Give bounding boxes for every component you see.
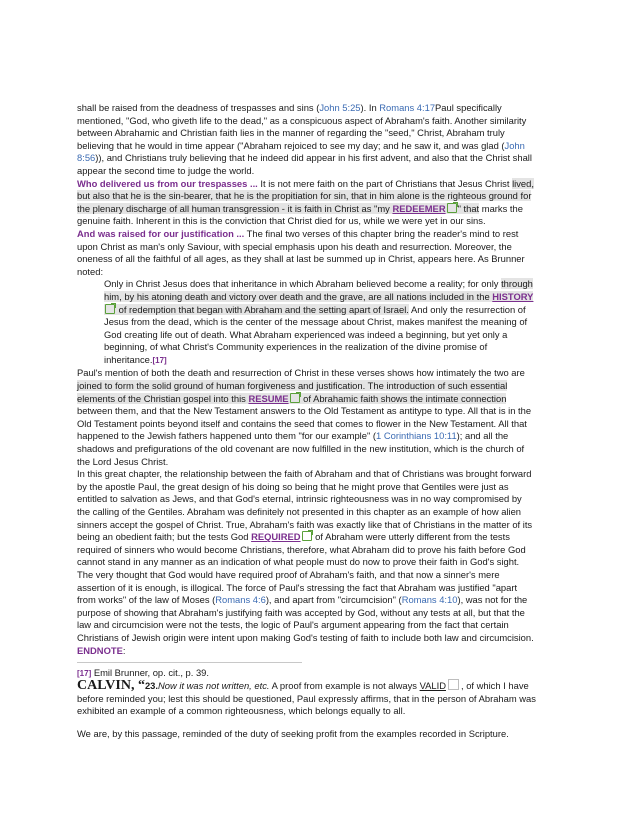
- highlighted-text: through him, by his atoning death and victory over death and the grave, are all nations included in the: [104, 278, 533, 302]
- keyword-link-required[interactable]: REQUIRED: [251, 531, 301, 543]
- external-link-icon[interactable]: [448, 679, 459, 690]
- highlighted-text: lived, but also that he is the sin-bearer, that he is the propitiation for sin, that in him alone is the righteous ground for the plenary discharge of all human transgression - it is faith in Christ as "my: [77, 177, 534, 214]
- section-heading: And was raised for our justification ...: [77, 227, 245, 239]
- text: ). In: [360, 102, 380, 113]
- highlighted-text: joined to form the solid ground of human forgiveness and justification. The introduction of such essential elements of the Christian gospel into this: [77, 380, 508, 404]
- text: ); and all the shadows and prefigurations of the old covenant are now fulfilled in the new institution, which is the church of the Lord Jesus Christ.: [77, 430, 525, 467]
- verse-quote: Now it was not written, etc.: [158, 680, 270, 691]
- calvin-paragraph-2: We are, by this passage, reminded of the duty of seeking profit from the examples recorded in Scripture.: [77, 727, 509, 739]
- scripture-link-romans-4-6[interactable]: Romans 4:6: [215, 594, 266, 606]
- text: )), and Christians truly believing that he indeed did appear in his first advent, and also that the Christ shall appear the second time to judge the world.: [77, 152, 532, 176]
- calvin-commentary: [77, 679, 547, 740]
- text: shall be raised from the deadness of trespasses and sins (: [77, 102, 320, 113]
- text: between them, and that the New Testament answers to the Old Testament as antitype to type. All that is in the Old Testament points beyond itself and contains the seed that comes to flower in the New Testament. All that happened to the Jewish fathers happened unto them "for our example" (: [77, 405, 532, 442]
- paragraph-raised: [77, 228, 537, 278]
- external-link-icon[interactable]: [446, 203, 458, 214]
- keyword-link-valid[interactable]: VALID: [419, 680, 446, 691]
- text: Paul specifically mentioned, "God, who giveth life to the dead," as a conspicuous aspect of Abraham's faith. Another similarity between Abrahamic and Christian faith lies in the manner of regarding the "seed," Christ, Abraham truly believing that he would in time appear ("Abraham rejoiced to see my day; and he saw it, and was glad (: [77, 102, 527, 151]
- text: marks the genuine faith. Inherent in this is the conviction that Christ died for us, while we were yet in our sins.: [77, 202, 523, 227]
- scripture-link-1-corinthians-10-11[interactable]: 1 Corinthians 10:11: [376, 430, 457, 442]
- brunner-quote: [104, 278, 537, 367]
- scripture-link-romans-4-17[interactable]: Romans 4:17: [379, 102, 436, 113]
- text: ), and apart from "circumcision" (: [265, 594, 402, 606]
- scripture-link-john-8-56[interactable]: John 8:56: [77, 139, 525, 164]
- text: of Abraham were utterly different from the tests required of sinners who would become Christians, therefore, what Abraham did to prove his faith before God cannot stand in any manner as an indication of what people must do now to prove their faith in God's sight. The very thought that God would have required proof of Abraham's faith, and that now a sinner's mere assertion of it is enough, is illogical. The force of Paul's stressing the fact that Abraham was justified "apart from works" of the law of Moses (: [77, 531, 526, 606]
- section-heading: Who delivered us from our trespasses ...: [77, 177, 258, 189]
- text: The final two verses of this chapter bring the reader's mind to rest upon Christ as man's only Saviour, with special emphasis upon his death and resurrection. Moreover, the oneness of all the faithful of all ages, as they shall at last be summed up in Christ, appears here. As Brunner noted:: [77, 227, 525, 277]
- external-link-icon[interactable]: [104, 304, 116, 315]
- text: Only in Christ Jesus does that inheritance in which Abraham believed become a reality; for only: [104, 278, 502, 290]
- paragraph-great-chapter: [77, 468, 537, 644]
- text: It is not mere faith on the part of Christians that Jesus Christ: [257, 177, 513, 189]
- commentary-body: [77, 102, 537, 681]
- keyword-link-resume[interactable]: RESUME: [248, 392, 289, 404]
- endnote-divider: [77, 662, 302, 663]
- calvin-paragraph: [77, 679, 547, 718]
- endnote-label: ENDNOTE: [77, 644, 123, 656]
- text: In this great chapter, the relationship between the faith of Abraham and that of Christians was brought forward by the apostle Paul, the great design of his doing so being that he might prove that Gentiles were just as entitled to salvation as Jews, and that God's eternal, intrinsic righteousness was in no way compromised by the calling of the Gentiles. Abraham was definitely not presented in this chapter as an example of how alien sinners accept the gospel of Christ. True, Abraham's faith was exactly like that of Christians in the matter of its being an obedient faith; but the tests God: [77, 468, 533, 543]
- text: , of which I have before reminded you; lest this should be questioned, Paul expressly affirms, that in the person of Abraham was exhibited an example of a common righteousness, which belongs equally to all.: [77, 680, 536, 717]
- endnote-heading: [77, 645, 537, 658]
- text: A proof from example is not always: [269, 680, 420, 691]
- paragraph-delivered: [77, 178, 537, 228]
- commentator-name: CALVIN, “: [77, 678, 145, 693]
- endnote-marker[interactable]: [17]: [77, 669, 92, 679]
- verse-number: 23.: [144, 680, 158, 691]
- highlighted-text: of redemption that began with Abraham and the setting apart of Israel.: [116, 303, 409, 315]
- external-link-icon[interactable]: [289, 393, 301, 404]
- highlighted-text: of Abrahamic faith shows the intimate connection: [300, 392, 507, 404]
- scripture-link-john-5-25[interactable]: John 5:25: [319, 102, 361, 113]
- text: And only the resurrection of Jesus from the dead, which is the center of the message about Christ, makes manifest the meaning of God creating life out of death. What Abraham experienced was indeed a beginning, but yet only a beginning, of what Christ's Community experiences in the realization of the divine promise of inheritance.: [104, 303, 528, 365]
- footnote-marker[interactable]: [17]: [152, 355, 167, 365]
- text: ), was not for the purpose of showing that Abraham's justifying faith was accepted by God, without any tests at all, but that the law and circumcision were not the tests, the logic of Paul's argument appearing from the fact that certain Christians of Jewish origin were intent upon making God's testing of faith to include both law and circumcision.: [77, 594, 534, 643]
- paragraph-seed: [77, 102, 537, 178]
- text: Paul's mention of both the death and resurrection of Christ in these verses shows how intimately the two are: [77, 367, 525, 379]
- external-link-icon[interactable]: [301, 531, 313, 542]
- text: :: [122, 644, 126, 656]
- keyword-link-redeemer[interactable]: REDEEMER: [392, 202, 446, 214]
- highlighted-text: " that: [457, 202, 480, 214]
- endnote-text: Emil Brunner, op. cit., p. 39.: [91, 667, 209, 679]
- scripture-link-romans-4-10[interactable]: Romans 4:10: [401, 594, 458, 606]
- keyword-link-history[interactable]: HISTORY: [492, 290, 534, 302]
- paragraph-death-resurrection: [77, 367, 537, 468]
